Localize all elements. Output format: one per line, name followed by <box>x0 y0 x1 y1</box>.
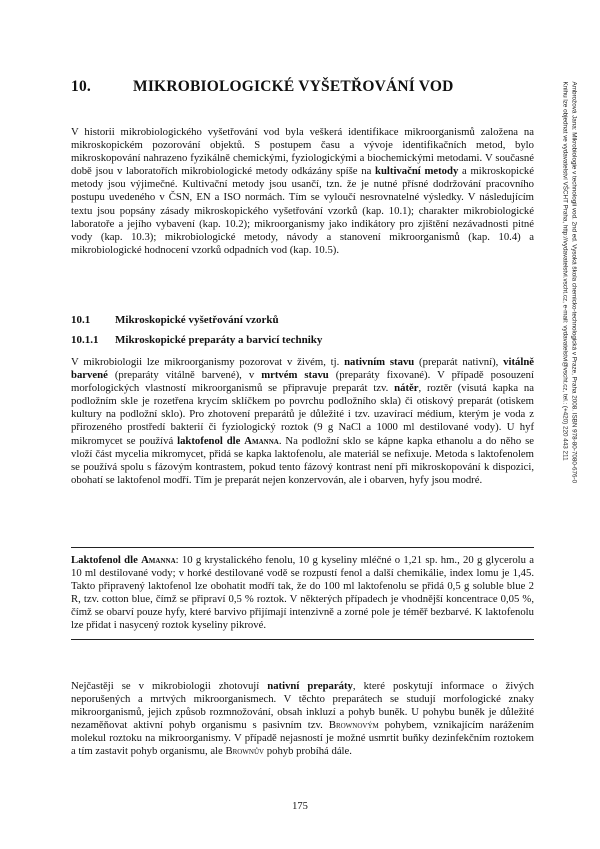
intro-text-2: a mikroskopické metody jsou výjimečné. Kultivační metody jsou usančí, tzn. že je nutné přísné dodržování pracovního postupu uvedeného v ČSN, EN a ISO normách. Tím se vyloučí nesrovnatelné výsledky. V následujícím textu jsou popsány zásady mikroskopického vyšetřování vzorků (kap. 10.1); charakter mikrobiologické laboratoře a jejího vybavení (kap. 10.2); mikroorganismy jako indikátory pro zjištění nezávadnosti pitné vody (kap. 10.3); mikrobiologické metody, návody a stanovení mikroorganismů (kap. 10.4) a mikrobiologické hodnocení vzorků odpadních vod (kap. 10.5). <box>71 165 534 256</box>
p2-bold-1: nativním stavu <box>344 356 415 368</box>
p2-text-6: . Na podložní sklo se kápne kapka ethanolu a do něho se vloží část mycelia mikromycet, přidá se kapka laktofenolu, ale materiál se nefixuje. Metoda s laktofenolem se používá spolu s fázovým kontrastem, pokud tento fázový kontrast není při mikroskopování k dispozici, obohatí se laktofenol modří. Tím je preparát nejen konzervován, ale i obarven, hyfy jsou modré. <box>71 434 534 486</box>
p2-bold-2: vitálně barvené <box>71 356 535 382</box>
intro-bold-1: kultivační metody <box>375 165 459 178</box>
box-text-1: : 10 g krystalického fenolu, 10 g kyseliny mléčné o 1,21 sp. hm., 20 g glycerolu a 10 ml destilované vody; v horké destilované vodě se rozpustí fenol a další chemikálie, index lomu je 1,45. Takto připravený laktofenol lze obohatit modří tak, že do 100 ml laktofenolu se přidá 0,5 g soluble blue 2 R, tzv. cotton blue, čímž se připraví 0,5 % roztok. V některých případech je vhodnější koncentrace 0,05 %, čímž se obarví pouze hyfy, které barvivo přijímají intenzivně a zorné pole je téměř bezbarvé. K laktofenolu lze přidat i nasycený roztok kyseliny pikrové. <box>71 554 535 632</box>
p3-text-2: , které poskytují informace o živých neporušených a mrtvých mikroorganismech. V těchto preparátech se studují morfologické znaky mikroorganismů, jejich způsob rozmnožování, obsah inkluzí a pohyb buněk. U pohybu buněk je důležité nezaměňovat aktivní pohyb organismu s pasivním tzv. <box>71 680 534 732</box>
citation-rotated-text <box>561 82 579 637</box>
box-bold-1: Laktofenol dle <box>71 554 142 566</box>
native-preparations-paragraph <box>71 680 534 759</box>
p2-text-3: (preparáty vitálně barvené), v <box>107 369 262 382</box>
chapter-title: MIKROBIOLOGICKÉ VYŠETŘOVÁNÍ VOD <box>133 78 454 95</box>
p3-text-1: Nejčastěji se v mikrobiologii zhotovují <box>71 680 268 692</box>
box-bold-smallcaps: Amanna <box>141 554 176 566</box>
p3-bold-1: nativní preparáty <box>267 680 353 692</box>
section-heading <box>71 314 279 326</box>
p2-bold-smallcaps: Amanna <box>244 434 279 447</box>
intro-paragraph <box>71 126 534 257</box>
lactophenol-note <box>71 548 534 639</box>
intro-text-1: V historii mikrobiologického vyšetřování vod byla veškerá identifikace mikroorganismů založena na mikroskopickém pozorování objektů. S postupem času a vývoje identifikačních metod, bylo mikroskopování nahrazeno fyzikálně chemickými, fyziologickými a biochemickými metodami. V současné době jsou v laboratořích mikrobiologické metody odkázány spíše na <box>71 126 534 178</box>
p2-text-4: (preparáty fixované). V případě posouzení morfologických vlastností mikroorganismů se připravuje preparát tzv. <box>71 369 534 395</box>
p2-text-5: , roztěr (visutá kapka na podložním skle je rozetřena krycím sklíčkem po povrchu podložního skla) či otiskový preparát (otiskem kultury na podložní sklo). Pro zhotovení preparátů je důležité i tzv. uzavírací médium, kterým je voda z přirozeného prostředí bakterií či fyziologický roztok (9 g NaCl a 1000 ml destilované vody). U hyf mikromycet se používá <box>71 382 534 447</box>
p3-text-3: pohybem, vznikajícím narážením molekul roztoku na mikroorganismy. V případě nejasností je možné usmrtit buňky dezinfekčním roztokem a tím zastavit pohyb organismu, ale <box>71 719 535 758</box>
citation-line-1: Ambrožová Jana: Mikrobiologie v technologii vod. 2nd ed. Vysoká škola chemicko-technologická v Praze, Praha 2008. ISBN 978-80-7080-676-0 <box>570 81 578 484</box>
subsection-title: Mikroskopické preparáty a barvicí techniky <box>115 334 323 346</box>
chapter-heading <box>71 78 454 96</box>
citation-sidebar <box>556 81 582 641</box>
subsection-heading <box>71 334 322 346</box>
subsection-number: 10.1.1 <box>71 334 99 346</box>
lactophenol-box <box>71 547 534 640</box>
p2-text-1: V mikrobiologii lze mikroorganismy pozorovat v živém, tj. <box>71 356 345 368</box>
p2-bold-5: laktofenol dle <box>177 434 245 447</box>
chapter-number: 10. <box>71 78 91 95</box>
section-number: 10.1 <box>71 314 91 326</box>
p2-text-2: (preparát nativní), <box>414 356 504 368</box>
p3-smallcaps-2: Brownův <box>225 745 265 758</box>
p3-smallcaps-1: Brownovým <box>328 719 379 732</box>
preparations-paragraph <box>71 356 534 487</box>
section-title: Mikroskopické vyšetřování vzorků <box>115 314 279 326</box>
p2-bold-3: mrtvém stavu <box>261 369 329 382</box>
p3-text-4: pohyb probíhá dále. <box>264 745 352 758</box>
citation-line-2: Knihu lze objednat ve vydavatelství VŠCHT Praha, http://vydavatelstvi.vscht.cz, e-mail: vydavatelstvi@vscht.cz, tel.: (+420) 220 443 211 <box>561 81 569 461</box>
p2-bold-4: nátěr <box>394 382 419 395</box>
page-number: 175 <box>292 801 308 812</box>
box-bottom-rule <box>71 639 534 640</box>
